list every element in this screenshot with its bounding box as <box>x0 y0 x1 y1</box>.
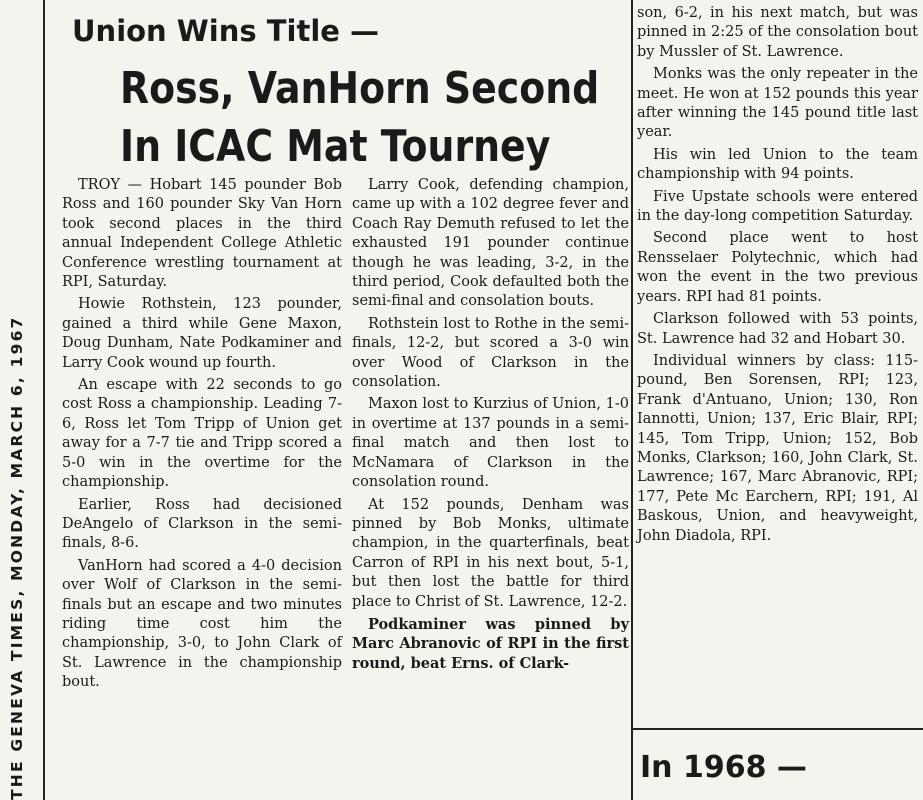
paragraph: Howie Rothstein, 123 pounder, gained a third while Gene Maxon, Doug Dunham, Nate Podkaminer and Larry Cook wound up fourth. <box>62 296 342 371</box>
paragraph: At 152 pounds, Denham was pinned by Bob Monks, ultimate champion, in the quarterfinals, beat Carron of RPI in his next bout, 5-1, but then lost the battle for third place to Christ of St. Lawrence, 12-2. <box>352 496 629 610</box>
paragraph: Second place went to host Rensselaer Polytechnic, which had won the event in the two previous years. RPI had 81 points. <box>637 230 918 305</box>
paragraph: Clarkson followed with 53 points, St. Lawrence had 32 and Hobart 30. <box>637 311 918 347</box>
bottom-article-rule <box>633 728 923 730</box>
paragraph: Maxon lost to Kurzius of Union, 1-0 in overtime at 137 pounds in a semi-final match and then lost to McNamara of Clarkson in the consolation round. <box>352 396 629 491</box>
paragraph: Earlier, Ross had decisioned DeAngelo of Clarkson in the semi-finals, 8-6. <box>62 496 342 552</box>
article-column-3 <box>637 4 918 549</box>
paragraph: An escape with 22 seconds to go cost Ross a championship. Leading 7-6, Ross let Tom Tripp of Union get away for a 7-7 tie and Tripp scored a 5-0 win in the overtime for the championship. <box>62 377 342 491</box>
newspaper-dateline: THE GENEVA TIMES, MONDAY, MARCH 6, 1967 <box>8 315 26 800</box>
headline-line-2: In ICAC Mat Tourney <box>120 121 551 172</box>
left-margin-rule <box>43 0 45 800</box>
paragraph: Individual winners by class: 115-pound, Ben Sorensen, RPI; 123, Frank d'Antuano, Union; 130, Ron Iannotti, Union; 137, Eric Blair, RPI; 145, Tom Tripp, Union; 152, Bob Monks, Clarkson; 160, John Clark, St. Lawrence; 167, Marc Abranovic, RPI; 177, Pete Mc Earchern, RPI; 191, Al Baskous, Union, and heavyweight, John Diadola, RPI. <box>637 352 918 544</box>
paragraph: Five Upstate schools were entered in the day-long competition Saturday. <box>637 188 918 225</box>
paragraph: Podkaminer was pinned by Marc Abranovic of RPI in the first round, beat Erns. of Clark- <box>352 615 629 672</box>
next-article-headline: In 1968 — <box>640 750 807 785</box>
paragraph: son, 6-2, in his next match, but was pinned in 2:25 of the consolation bout by Mussler of St. Lawrence. <box>637 5 918 60</box>
paragraph: VanHorn had scored a 4-0 decision over Wolf of Clarkson in the semi-finals but an escape and two minutes riding time cost him the championship, 3-0, to John Clark of St. Lawrence in the championship bout. <box>62 557 342 691</box>
paragraph: TROY — Hobart 145 pounder Bob Ross and 160 pounder Sky Van Horn took second places in the third annual Independent College Athletic Conference wrestling tournament at RPI, Saturday. <box>62 177 342 291</box>
article-headline <box>120 60 600 176</box>
paragraph: Larry Cook, defending champion, came up with a 102 degree fever and Coach Ray Demuth refused to let the exhausted 191 pounder continue though he was leading, 3-2, in the third period, Cook defaulted both the semi-final and consolation bouts. <box>352 177 629 310</box>
paragraph: Rothstein lost to Rothe in the semi-finals, 12-2, but scored a 3-0 win over Wood of Clarkson in the consolation. <box>352 315 629 391</box>
article-column-2 <box>352 176 629 676</box>
right-column-rule <box>631 0 633 800</box>
paragraph: Monks was the only repeater in the meet. He won at 152 pounds this year after winning the 145 pound title last year. <box>637 66 918 141</box>
paragraph: His win led Union to the team championship with 94 points. <box>637 146 918 183</box>
article-column-1 <box>62 176 342 696</box>
article-kicker: Union Wins Title — <box>72 14 380 48</box>
headline-line-1: Ross, VanHorn Second <box>120 63 600 114</box>
